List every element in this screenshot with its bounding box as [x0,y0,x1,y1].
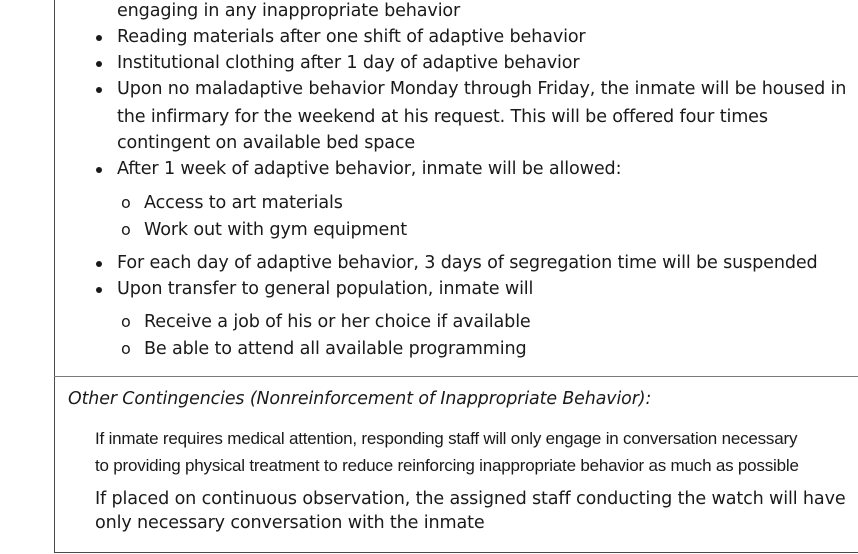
sub-list-item: Receive a job of his or her choice if available [144,312,531,332]
section-heading: Other Contingencies (Nonreinforcement of Inappropriate Behavior): [68,389,652,409]
list-item: After 1 week of adaptive behavior, inmate will be allowed: [117,159,622,179]
bullet-icon [96,35,102,41]
sub-list-item: Access to art materials [144,193,343,213]
table-bottom-border [54,552,858,553]
sub-bullet-icon: o [121,312,131,331]
table-left-border [54,0,55,552]
bullet-icon [96,287,102,293]
bullet-icon [96,167,102,173]
sub-list-item: Be able to attend all available programming [144,339,527,359]
sub-list-item: Work out with gym equipment [144,220,407,240]
list-item: Reading materials after one shift of adaptive behavior [117,27,586,47]
sub-bullet-icon: o [121,220,131,239]
list-item-continuation: engaging in any inappropriate behavior [117,1,461,21]
bullet-icon [96,87,102,93]
table-row-divider [54,376,858,377]
list-item: Institutional clothing after 1 day of adaptive behavior [117,53,580,73]
sub-bullet-icon: o [121,339,131,358]
sub-bullet-icon: o [121,193,131,212]
paragraph-line: If inmate requires medical attention, responding staff will only engage in conversation necessary [95,429,798,448]
list-item: Upon transfer to general population, inmate will [117,279,534,299]
paragraph-line: If placed on continuous observation, the assigned staff conducting the watch will have [95,489,846,509]
bullet-icon [96,261,102,267]
list-item-line: contingent on available bed space [117,133,416,153]
paragraph-line: to providing physical treatment to reduce reinforcing inappropriate behavior as much as possible [95,456,799,475]
paragraph-line: only necessary conversation with the inmate [95,513,485,533]
list-item: Upon no maladaptive behavior Monday through Friday, the inmate will be housed in [117,79,847,99]
list-item-line: the infirmary for the weekend at his request. This will be offered four times [117,107,768,127]
list-item: For each day of adaptive behavior, 3 days of segregation time will be suspended [117,253,818,273]
bullet-icon [96,61,102,67]
